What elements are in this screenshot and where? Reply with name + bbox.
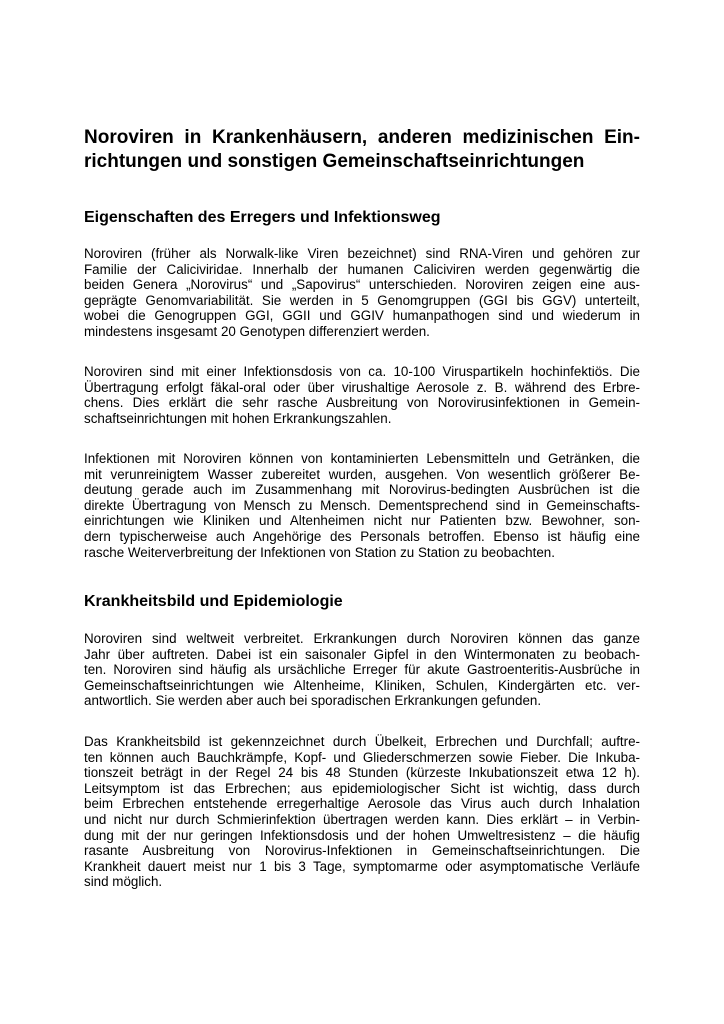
- paragraph-line: Übertragung erfolgt fäkal-oral oder über virushaltige Aerosole z. B. während des Erbre-: [84, 379, 640, 395]
- paragraph-line: ten. Noroviren sind häufig als ursächliche Erreger für akute Gastroenteritis-Ausbrüche in: [84, 662, 640, 678]
- paragraph-line: antwortlich. Sie werden aber auch bei sporadischen Erkrankungen gefunden.: [84, 693, 542, 709]
- section-heading-eigenschaften: Eigenschaften des Erregers und Infektionsweg: [84, 209, 441, 226]
- paragraph-line: Jahr über auftreten. Dabei ist ein saisonaler Gipfel in den Wintermonaten zu beobach-: [84, 646, 640, 662]
- paragraph-line: geprägte Genomvariabilität. Sie werden in 5 Genomgruppen (GGI bis GGV) unterteilt,: [84, 292, 640, 308]
- paragraph-line: sind möglich.: [84, 874, 163, 890]
- paragraph-line: direkte Übertragung von Mensch zu Mensch. Dementsprechend sind in Gemeinschafts-: [84, 497, 640, 513]
- paragraph: [84, 246, 640, 340]
- paragraph-line: beim Erbrechen entstehende erregerhaltige Aerosole das Virus auch durch Inhalation: [84, 796, 640, 812]
- paragraph-line: ten können auch Bauchkrämpfe, Kopf- und Gliederschmerzen sowie Fieber. Die Inkuba-: [84, 749, 640, 765]
- paragraph-line: schaftseinrichtungen mit hohen Erkrankungszahlen.: [84, 410, 392, 426]
- paragraph-line: Noroviren sind mit einer Infektionsdosis von ca. 10-100 Viruspartikeln hochinfektiös. Die: [84, 364, 640, 379]
- paragraph: [84, 734, 640, 890]
- paragraph-line: chens. Dies erklärt die sehr rasche Ausbreitung von Norovirusinfektionen in Gemein-: [84, 395, 640, 411]
- paragraph: [84, 451, 640, 560]
- paragraph-line: tionszeit beträgt in der Regel 24 bis 48 Stunden (kürzeste Inkubationszeit etwa 12 h).: [84, 765, 640, 781]
- paragraph-line: deutung gerade auch im Zusammenhang mit Norovirus-bedingten Ausbrüchen ist die: [84, 482, 640, 498]
- paragraph-line: dung mit der nur geringen Infektionsdosis und der hohen Umweltresistenz – die häufig: [84, 827, 640, 843]
- paragraph-line: Familie der Caliciviridae. Innerhalb der humanen Caliciviren werden gegenwärtig die: [84, 261, 640, 277]
- paragraph-line: wobei die Genogruppen GGI, GGII und GGIV humanpathogen sind und wiederum in: [84, 308, 640, 324]
- paragraph-line: Krankheit dauert meist nur 1 bis 3 Tage, symptomarme oder asymptomatische Verläufe: [84, 858, 640, 874]
- paragraph-line: beiden Genera „Norovirus“ und „Sapovirus“ unterschieden. Noroviren zeigen eine aus-: [84, 277, 640, 293]
- document-title: [84, 126, 640, 174]
- paragraph-line: Noroviren (früher als Norwalk-like Viren bezeichnet) sind RNA-Viren und gehören zur: [84, 246, 640, 261]
- paragraph: [84, 631, 640, 709]
- paragraph-line: einrichtungen wie Kliniken und Altenheimen nicht nur Patienten bzw. Bewohner, son-: [84, 513, 640, 529]
- paragraph-line: mit verunreinigtem Wasser zubereitet wurden, ausgehen. Von wesentlich größerer Be-: [84, 466, 640, 482]
- paragraph-line: mindestens insgesamt 20 Genotypen differenziert werden.: [84, 323, 430, 339]
- paragraph-line: rasche Weiterverbreitung der Infektionen von Station zu Station zu beobachten.: [84, 544, 555, 560]
- paragraph-line: Infektionen mit Noroviren können von kontaminierten Lebensmitteln und Getränken, die: [84, 451, 640, 466]
- paragraph-line: Das Krankheitsbild ist gekennzeichnet durch Übelkeit, Erbrechen und Durchfall; auftre-: [84, 734, 640, 749]
- section-heading-krankheitsbild: Krankheitsbild und Epidemiologie: [84, 593, 343, 610]
- paragraph-line: dern typischerweise auch Angehörige des Personals betroffen. Ebenso ist häufig eine: [84, 528, 640, 544]
- paragraph-line: Noroviren sind weltweit verbreitet. Erkrankungen durch Noroviren können das ganze: [84, 631, 640, 646]
- paragraph: [84, 364, 640, 426]
- paragraph-line: Gemeinschaftseinrichtungen wie Altenheime, Kliniken, Schulen, Kindergärten etc. ver-: [84, 677, 640, 693]
- paragraph-line: Leitsymptom ist das Erbrechen; aus epidemiologischer Sicht ist wichtig, dass durch: [84, 780, 640, 796]
- paragraph-line: und nicht nur durch Schmierinfektion übertragen werden kann. Dies erklärt – in Verbin-: [84, 811, 640, 827]
- title-line: richtungen und sonstigen Gemeinschaftseinrichtungen: [84, 151, 585, 172]
- paragraph-line: rasante Ausbreitung von Norovirus-Infektionen in Gemeinschaftseinrichtungen. Die: [84, 843, 640, 859]
- title-line: Noroviren in Krankenhäusern, anderen medizinischen Ein-: [84, 127, 640, 148]
